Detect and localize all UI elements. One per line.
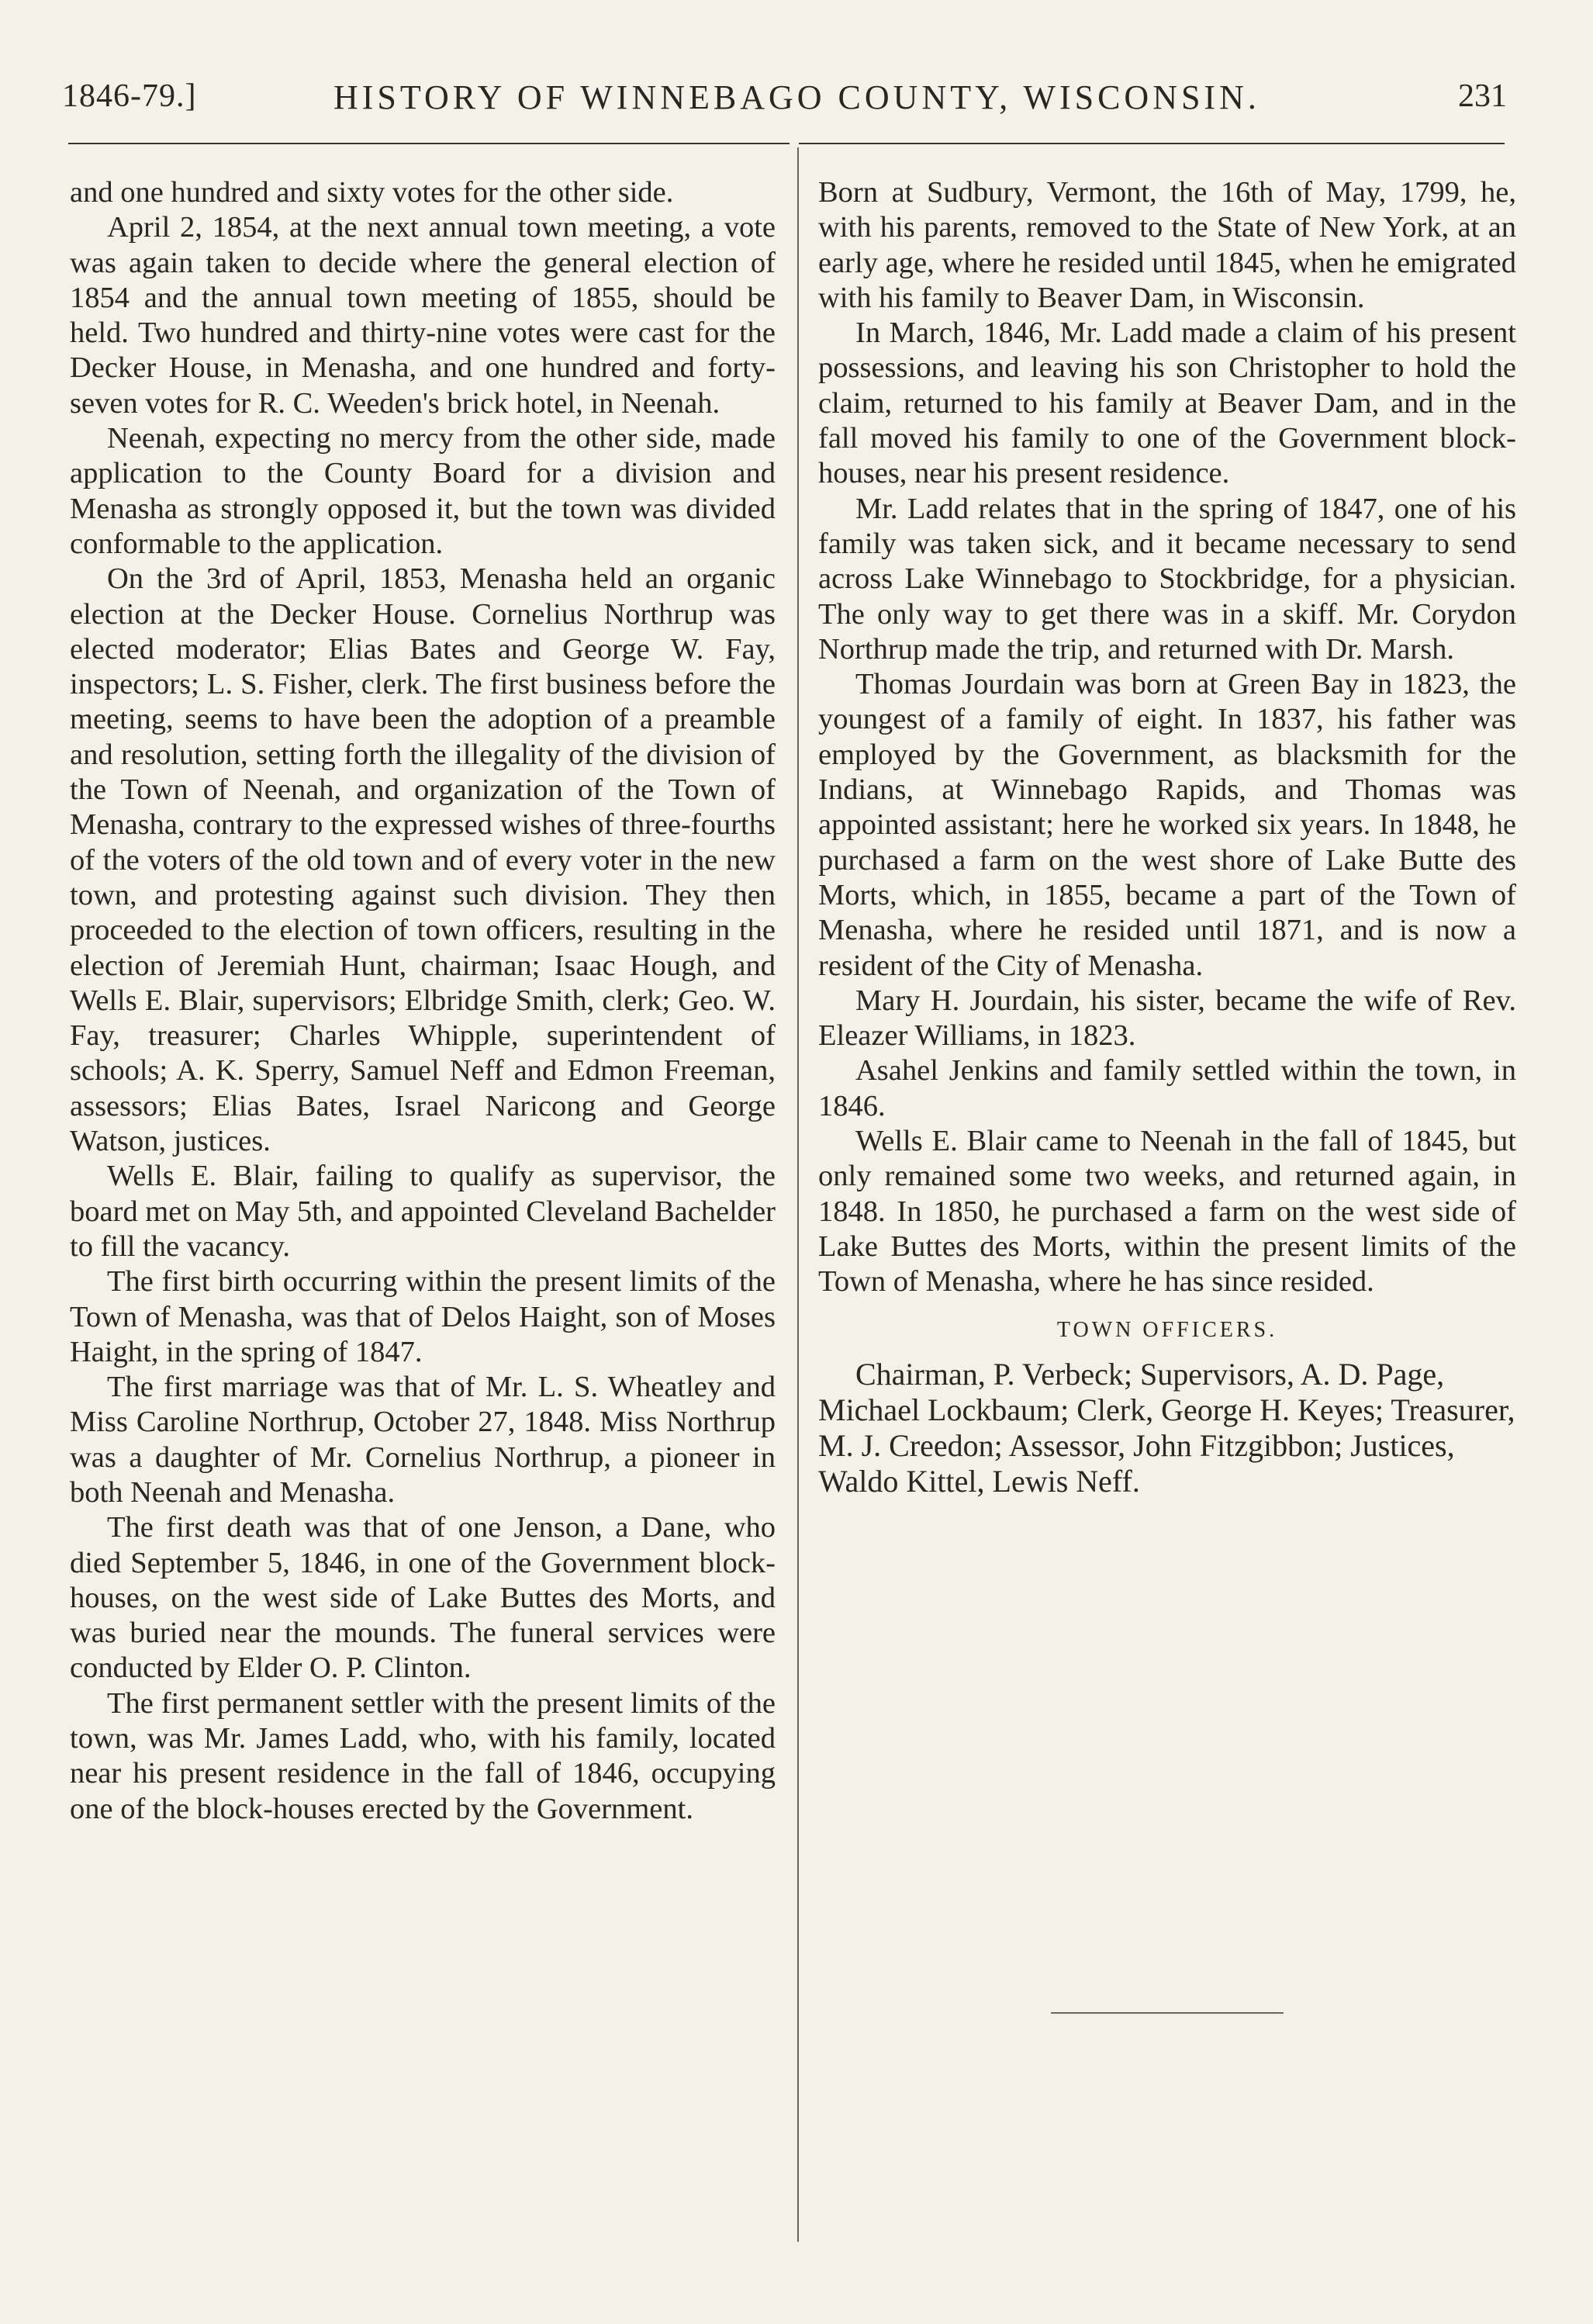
paragraph: Wells E. Blair, failing to qualify as supervisor, the board met on May 5th, and appointed Cleveland Bachelder to fill the vacancy. (70, 1160, 776, 1263)
paragraph: The first birth occurring within the present limits of the Town of Menasha, was that of Delos Haight, son of Moses Haight, in the spring of 1847. (70, 1265, 776, 1368)
paragraph: Mr. Ladd relates that in the spring of 1847, one of his family was taken sick, and it became necessary to send across Lake Winnebago to Stockbridge, for a physician. The only way to get there was in a skiff. Mr. Corydon Northrup made the trip, and returned with Dr. Marsh. (818, 492, 1516, 666)
paragraph: On the 3rd of April, 1853, Menasha held an organic election at the Decker House. Cornelius Northrup was elected moderator; Elias Bates and George W. Fay, inspectors; L. S. Fisher, clerk. The first business before the meeting, seems to have been the adoption of a preamble and resolution, setting forth the illegality of the division of the Town of Neenah, and organization of the Town of Menasha, contrary to the expressed wishes of three-fourths of the voters of the old town and of every voter in the new town, and protesting against such division. They then proceeded to the election of town officers, resulting in the election of Jeremiah Hunt, chairman; Isaac Hough, and Wells E. Blair, supervisors; Elbridge Smith, clerk; Geo. W. Fay, treasurer; Charles Whipple, superintendent of schools; A. K. Sperry, Samuel Neff and Edmon Freeman, assessors; Elias Bates, Israel Naricong and George Watson, justices. (70, 562, 776, 1158)
page-header (0, 0, 1593, 140)
paragraph: Born at Sudbury, Vermont, the 16th of May, 1799, he, with his parents, removed to the State of New York, at an early age, where he resided until 1845, when he emigrated with his family to Beaver Dam, in Wisconsin. (818, 176, 1516, 314)
town-officers-heading: TOWN OFFICERS. (1056, 1317, 1278, 1342)
section-end-rule (1051, 2012, 1284, 2014)
header-rule-left (68, 143, 790, 144)
header-date-range: 1846-79.] (62, 78, 197, 114)
paragraph: and one hundred and sixty votes for the other side. (70, 176, 674, 209)
header-rule-right (799, 143, 1505, 144)
paragraph: Asahel Jenkins and family settled within the town, in 1846. (818, 1054, 1516, 1122)
paragraph: The first marriage was that of Mr. L. S. Wheatley and Miss Caroline Northrup, October 27, 1848. Miss Northrup was a daughter of Mr. Cornelius Northrup, a pioneer in both Neenah and Menasha. (70, 1371, 776, 1509)
left-column (70, 175, 776, 1827)
paragraph: In March, 1846, Mr. Ladd made a claim of his present possessions, and leaving his son Christopher to hold the claim, returned to his family at Beaver Dam, and in the fall moved his family to one of the Government block-houses, near his present residence. (818, 316, 1516, 490)
page-number: 231 (1458, 78, 1507, 114)
header-title: HISTORY OF WINNEBAGO COUNTY, WISCONSIN. (333, 78, 1260, 116)
right-column (818, 175, 1516, 1499)
paragraph: Mary H. Jourdain, his sister, became the wife of Rev. Eleazer Williams, in 1823. (818, 984, 1516, 1053)
paragraph: Wells E. Blair came to Neenah in the fall of 1845, but only remained some two weeks, and returned again, in 1848. In 1850, he purchased a farm on the west side of Lake Buttes des Morts, within the present limits of the Town of Menasha, where he has since resided. (818, 1125, 1516, 1299)
paragraph: April 2, 1854, at the next annual town meeting, a vote was again taken to decide where the general election of 1854 and the annual town meeting of 1855, should be held. Two hundred and thirty-nine votes were cast for the Decker House, in Menasha, and one hundred and forty-seven votes for R. C. Weeden's brick hotel, in Neenah. (70, 211, 776, 420)
paragraph: The first death was that of one Jenson, a Dane, who died September 5, 1846, in one of the Government block-houses, on the west side of Lake Buttes des Morts, and was buried near the mounds. The funeral services were conducted by Elder O. P. Clinton. (70, 1511, 776, 1685)
column-divider (797, 147, 799, 2242)
town-officers-list: Chairman, P. Verbeck; Supervisors, A. D. Page, Michael Lockbaum; Clerk, George H. Keyes; Treasurer, M. J. Creedon; Assessor, John Fitzgibbon; Justices, Waldo Kittel, Lewis Neff. (818, 1356, 1515, 1499)
paragraph: The first permanent settler with the present limits of the town, was Mr. James Ladd, who, with his family, located near his present residence in the fall of 1846, occupying one of the block-houses erected by the Government. (70, 1686, 776, 1825)
paragraph: Thomas Jourdain was born at Green Bay in 1823, the youngest of a family of eight. In 1837, his father was employed by the Government, as blacksmith for the Indians, at Winnebago Rapids, and Thomas was appointed assistant; here he worked six years. In 1848, he purchased a farm on the west shore of Lake Butte des Morts, which, in 1855, became a part of the Town of Menasha, where he resided until 1871, and is now a resident of the City of Menasha. (818, 668, 1516, 982)
paragraph: Neenah, expecting no mercy from the other side, made application to the County Board for a division and Menasha as strongly opposed it, but the town was divided conformable to the application. (70, 422, 776, 560)
